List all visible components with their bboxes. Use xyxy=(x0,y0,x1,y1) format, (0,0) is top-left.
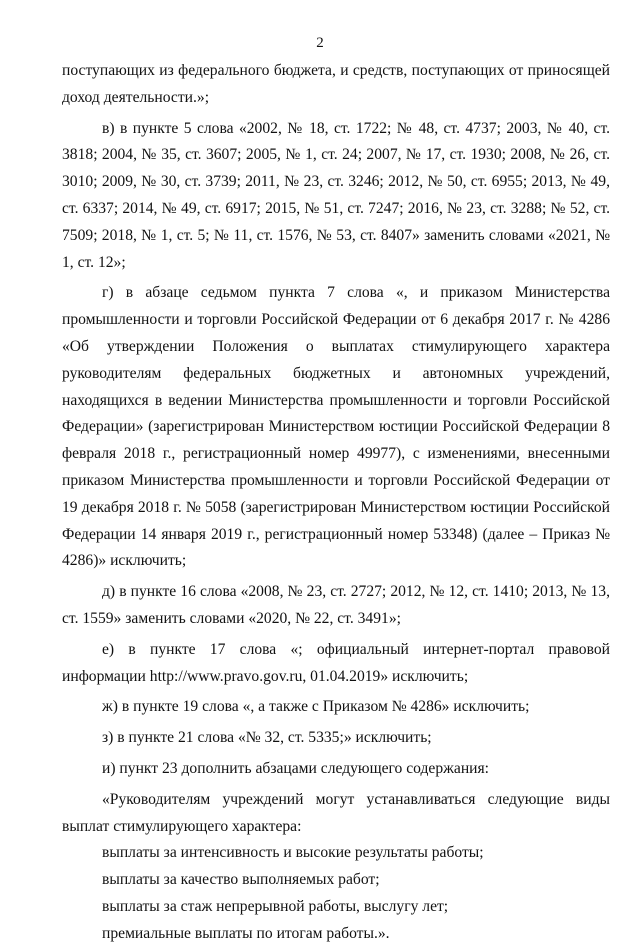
paragraph-item-zh: ж) в пункте 19 слова «, а также с Приказом № 4286» исключить; xyxy=(102,698,530,716)
paragraph-continuation: поступающих из федерального бюджета, и средств, поступающих от приносящей доход деятельности.»; xyxy=(62,62,610,106)
document-body xyxy=(62,58,610,948)
paragraph-item-e: е) в пункте 17 слова «; официальный интернет-портал правовой информации http://www.pravo.gov.ru, 01.04.2019» исключить; xyxy=(62,640,610,685)
paragraph-item-v: в) в пункте 5 слова «2002, № 18, ст. 1722; № 48, ст. 4737; 2003, № 40, ст. 3818; 2004, № 35, ст. 3607; 2005, № 1, ст. 24; 2007, № 17, ст. 1930; 2008, № 26, ст. 3010; 2009, № 30, ст. 3739; 2011, № 23, ст. 3246; 2012, № 50, ст. 6955; 2013, № 49, ст. 6337; 2014, № 49, ст. 6917; 2015, № 51, ст. 7247; 2016, № 23, ст. 3288; № 52, ст. 7509; 2018, № 1, ст. 5; № 11, ст. 1576, № 53, ст. 8407» заменить словами «2021, № 1, ст. 12»; xyxy=(62,119,610,271)
paragraph-item-g: г) в абзаце седьмом пункта 7 слова «, и приказом Министерства промышленности и торговли Российской Федерации от 6 декабря 2017 г. № 4286 «Об утверждении Положения о выплатах стимулирующего характера руководителям федеральных бюджетных и автономных учреждений, находящихся в ведении Министерства промышленности и торговли Российской Федерации» (зарегистрирован Министерством юстиции Российской Федерации 8 февраля 2018 г., регистрационный номер 49977), с изменениями, внесенными приказом Министерства промышленности и торговли Российской Федерации от 19 декабря 2018 г. № 5058 (зарегистрирован Министерством юстиции Российской Федерации 14 января 2019 г., регистрационный номер 53348) (далее – Приказ № 4286)» исключить; xyxy=(62,284,610,570)
paragraph-item-z: з) в пункте 21 слова «№ 32, ст. 5335;» исключить; xyxy=(102,729,432,747)
list-item: выплаты за интенсивность и высокие результаты работы; xyxy=(102,844,484,862)
page-number: 2 xyxy=(316,35,324,51)
paragraph-item-i: и) пункт 23 дополнить абзацами следующего содержания: xyxy=(102,759,490,777)
paragraph-quote-intro: «Руководителям учреждений могут устанавливаться следующие виды выплат стимулирующего характера: xyxy=(62,790,610,835)
list-item: премиальные выплаты по итогам работы.». xyxy=(102,924,390,942)
paragraph-item-d: д) в пункте 16 слова «2008, № 23, ст. 2727; 2012, № 12, ст. 1410; 2013, № 13, ст. 1559» заменить словами «2020, № 22, ст. 3491»; xyxy=(62,583,610,627)
list-item: выплаты за стаж непрерывной работы, выслугу лет; xyxy=(102,897,449,915)
list-item: выплаты за качество выполняемых работ; xyxy=(102,871,380,889)
